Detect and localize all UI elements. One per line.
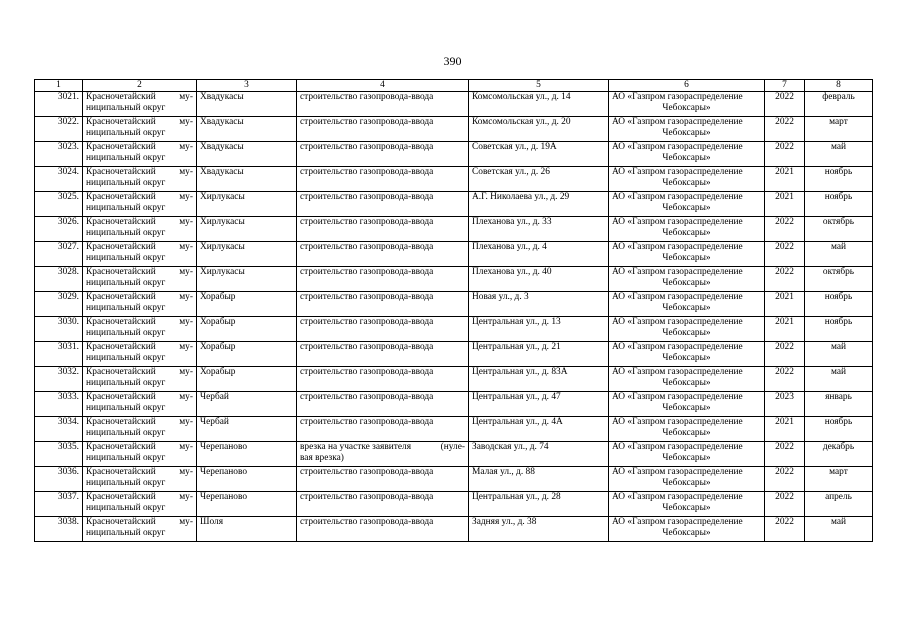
work-type-cell: строительство газопровода-ввода xyxy=(297,467,469,492)
settlement-cell: Черепаново xyxy=(197,442,297,467)
organization-cell: АО «Газпром газораспределение Чебоксары» xyxy=(609,342,765,367)
year-cell: 2022 xyxy=(765,467,805,492)
district-cell: Красночетайский му- ниципальный округ xyxy=(83,517,197,542)
work-type-cell: строительство газопровода-ввода xyxy=(297,292,469,317)
work-type-cell: строительство газопровода-ввода xyxy=(297,217,469,242)
work-type-cell: строительство газопровода-ввода xyxy=(297,167,469,192)
district-cell: Красночетайский му- ниципальный округ xyxy=(83,442,197,467)
settlement-cell: Шоля xyxy=(197,517,297,542)
month-cell: март xyxy=(805,467,873,492)
address-cell: Центральная ул., д. 28 xyxy=(469,492,609,517)
row-number: 3030. xyxy=(35,317,83,342)
address-cell: Новая ул., д. 3 xyxy=(469,292,609,317)
settlement-cell: Хирлукасы xyxy=(197,267,297,292)
row-number: 3021. xyxy=(35,92,83,117)
work-type-cell: врезка на участке заявителя (нуле- вая врезка) xyxy=(297,442,469,467)
address-cell: Комсомольская ул., д. 14 xyxy=(469,92,609,117)
organization-cell: АО «Газпром газораспределение Чебоксары» xyxy=(609,217,765,242)
settlement-cell: Хвадукасы xyxy=(197,142,297,167)
year-cell: 2022 xyxy=(765,242,805,267)
column-header: 3 xyxy=(197,80,297,92)
work-type-cell: строительство газопровода-ввода xyxy=(297,242,469,267)
row-number: 3025. xyxy=(35,192,83,217)
row-number: 3023. xyxy=(35,142,83,167)
address-cell: А.Г. Николаева ул., д. 29 xyxy=(469,192,609,217)
table-row xyxy=(35,267,873,292)
month-cell: ноябрь xyxy=(805,167,873,192)
table-row xyxy=(35,142,873,167)
month-cell: март xyxy=(805,117,873,142)
month-cell: май xyxy=(805,517,873,542)
work-type-cell: строительство газопровода-ввода xyxy=(297,192,469,217)
month-cell: ноябрь xyxy=(805,317,873,342)
settlement-cell: Хирлукасы xyxy=(197,217,297,242)
row-number: 3028. xyxy=(35,267,83,292)
organization-cell: АО «Газпром газораспределение Чебоксары» xyxy=(609,267,765,292)
row-number: 3033. xyxy=(35,392,83,417)
organization-cell: АО «Газпром газораспределение Чебоксары» xyxy=(609,92,765,117)
year-cell: 2022 xyxy=(765,517,805,542)
month-cell: май xyxy=(805,367,873,392)
table-row xyxy=(35,217,873,242)
year-cell: 2022 xyxy=(765,342,805,367)
year-cell: 2022 xyxy=(765,142,805,167)
district-cell: Красночетайский му- ниципальный округ xyxy=(83,292,197,317)
district-cell: Красночетайский му- ниципальный округ xyxy=(83,467,197,492)
month-cell: май xyxy=(805,242,873,267)
organization-cell: АО «Газпром газораспределение Чебоксары» xyxy=(609,467,765,492)
month-cell: декабрь xyxy=(805,442,873,467)
organization-cell: АО «Газпром газораспределение Чебоксары» xyxy=(609,242,765,267)
row-number: 3037. xyxy=(35,492,83,517)
district-cell: Красночетайский му- ниципальный округ xyxy=(83,492,197,517)
month-cell: ноябрь xyxy=(805,417,873,442)
row-number: 3024. xyxy=(35,167,83,192)
table-row xyxy=(35,117,873,142)
organization-cell: АО «Газпром газораспределение Чебоксары» xyxy=(609,392,765,417)
settlement-cell: Хорабыр xyxy=(197,317,297,342)
work-type-cell: строительство газопровода-ввода xyxy=(297,267,469,292)
table-row xyxy=(35,442,873,467)
district-cell: Красночетайский му- ниципальный округ xyxy=(83,267,197,292)
month-cell: февраль xyxy=(805,92,873,117)
column-header: 5 xyxy=(469,80,609,92)
settlement-cell: Хвадукасы xyxy=(197,167,297,192)
table-row xyxy=(35,367,873,392)
settlement-cell: Чербай xyxy=(197,392,297,417)
column-header: 7 xyxy=(765,80,805,92)
row-number: 3036. xyxy=(35,467,83,492)
row-number: 3038. xyxy=(35,517,83,542)
settlement-cell: Черепаново xyxy=(197,492,297,517)
work-type-cell: строительство газопровода-ввода xyxy=(297,92,469,117)
month-cell: май xyxy=(805,342,873,367)
year-cell: 2021 xyxy=(765,317,805,342)
district-cell: Красночетайский му- ниципальный округ xyxy=(83,367,197,392)
settlement-cell: Хвадукасы xyxy=(197,92,297,117)
address-cell: Центральная ул., д. 83А xyxy=(469,367,609,392)
address-cell: Центральная ул., д. 4А xyxy=(469,417,609,442)
row-number: 3035. xyxy=(35,442,83,467)
column-header: 2 xyxy=(83,80,197,92)
table-row xyxy=(35,417,873,442)
month-cell: октябрь xyxy=(805,267,873,292)
table-row xyxy=(35,167,873,192)
month-cell: январь xyxy=(805,392,873,417)
column-header: 6 xyxy=(609,80,765,92)
month-cell: ноябрь xyxy=(805,292,873,317)
organization-cell: АО «Газпром газораспределение Чебоксары» xyxy=(609,417,765,442)
row-number: 3022. xyxy=(35,117,83,142)
table-row xyxy=(35,242,873,267)
address-cell: Центральная ул., д. 21 xyxy=(469,342,609,367)
year-cell: 2022 xyxy=(765,492,805,517)
year-cell: 2022 xyxy=(765,442,805,467)
settlement-cell: Черепаново xyxy=(197,467,297,492)
organization-cell: АО «Газпром газораспределение Чебоксары» xyxy=(609,292,765,317)
registry-body xyxy=(35,92,873,542)
column-header: 4 xyxy=(297,80,469,92)
address-cell: Заводская ул., д. 74 xyxy=(469,442,609,467)
organization-cell: АО «Газпром газораспределение Чебоксары» xyxy=(609,442,765,467)
work-type-cell: строительство газопровода-ввода xyxy=(297,517,469,542)
district-cell: Красночетайский му- ниципальный округ xyxy=(83,192,197,217)
table-row xyxy=(35,492,873,517)
organization-cell: АО «Газпром газораспределение Чебоксары» xyxy=(609,317,765,342)
organization-cell: АО «Газпром газораспределение Чебоксары» xyxy=(609,492,765,517)
organization-cell: АО «Газпром газораспределение Чебоксары» xyxy=(609,167,765,192)
settlement-cell: Хорабыр xyxy=(197,292,297,317)
row-number: 3031. xyxy=(35,342,83,367)
year-cell: 2021 xyxy=(765,192,805,217)
row-number: 3026. xyxy=(35,217,83,242)
year-cell: 2022 xyxy=(765,117,805,142)
table-row xyxy=(35,317,873,342)
work-type-cell: строительство газопровода-ввода xyxy=(297,417,469,442)
row-number: 3034. xyxy=(35,417,83,442)
district-cell: Красночетайский му- ниципальный округ xyxy=(83,167,197,192)
address-cell: Малая ул., д. 88 xyxy=(469,467,609,492)
month-cell: ноябрь xyxy=(805,192,873,217)
year-cell: 2022 xyxy=(765,367,805,392)
table-row xyxy=(35,517,873,542)
column-header: 1 xyxy=(35,80,83,92)
work-type-cell: строительство газопровода-ввода xyxy=(297,117,469,142)
district-cell: Красночетайский му- ниципальный округ xyxy=(83,417,197,442)
table-row xyxy=(35,392,873,417)
settlement-cell: Хирлукасы xyxy=(197,242,297,267)
row-number: 3027. xyxy=(35,242,83,267)
registry-table xyxy=(34,79,873,542)
district-cell: Красночетайский му- ниципальный округ xyxy=(83,242,197,267)
organization-cell: АО «Газпром газораспределение Чебоксары» xyxy=(609,142,765,167)
year-cell: 2021 xyxy=(765,417,805,442)
address-cell: Центральная ул., д. 47 xyxy=(469,392,609,417)
page-number: 390 xyxy=(443,54,462,68)
district-cell: Красночетайский му- ниципальный округ xyxy=(83,142,197,167)
table-row xyxy=(35,342,873,367)
district-cell: Красночетайский му- ниципальный округ xyxy=(83,117,197,142)
address-cell: Плеханова ул., д. 33 xyxy=(469,217,609,242)
settlement-cell: Хвадукасы xyxy=(197,117,297,142)
settlement-cell: Хирлукасы xyxy=(197,192,297,217)
district-cell: Красночетайский му- ниципальный округ xyxy=(83,317,197,342)
settlement-cell: Чербай xyxy=(197,417,297,442)
address-cell: Плеханова ул., д. 4 xyxy=(469,242,609,267)
district-cell: Красночетайский му- ниципальный округ xyxy=(83,92,197,117)
settlement-cell: Хорабыр xyxy=(197,367,297,392)
organization-cell: АО «Газпром газораспределение Чебоксары» xyxy=(609,117,765,142)
organization-cell: АО «Газпром газораспределение Чебоксары» xyxy=(609,367,765,392)
address-cell: Советская ул., д. 26 xyxy=(469,167,609,192)
table-row xyxy=(35,292,873,317)
row-number: 3032. xyxy=(35,367,83,392)
work-type-cell: строительство газопровода-ввода xyxy=(297,342,469,367)
header-row xyxy=(35,80,873,92)
work-type-cell: строительство газопровода-ввода xyxy=(297,392,469,417)
year-cell: 2022 xyxy=(765,217,805,242)
work-type-cell: строительство газопровода-ввода xyxy=(297,492,469,517)
row-number: 3029. xyxy=(35,292,83,317)
district-cell: Красночетайский му- ниципальный округ xyxy=(83,217,197,242)
month-cell: апрель xyxy=(805,492,873,517)
month-cell: май xyxy=(805,142,873,167)
organization-cell: АО «Газпром газораспределение Чебоксары» xyxy=(609,517,765,542)
address-cell: Комсомольская ул., д. 20 xyxy=(469,117,609,142)
settlement-cell: Хорабыр xyxy=(197,342,297,367)
year-cell: 2021 xyxy=(765,167,805,192)
month-cell: октябрь xyxy=(805,217,873,242)
table-row xyxy=(35,92,873,117)
organization-cell: АО «Газпром газораспределение Чебоксары» xyxy=(609,192,765,217)
address-cell: Плеханова ул., д. 40 xyxy=(469,267,609,292)
district-cell: Красночетайский му- ниципальный округ xyxy=(83,392,197,417)
year-cell: 2021 xyxy=(765,292,805,317)
address-cell: Задняя ул., д. 38 xyxy=(469,517,609,542)
table-row xyxy=(35,192,873,217)
work-type-cell: строительство газопровода-ввода xyxy=(297,142,469,167)
work-type-cell: строительство газопровода-ввода xyxy=(297,367,469,392)
district-cell: Красночетайский му- ниципальный округ xyxy=(83,342,197,367)
address-cell: Советская ул., д. 19А xyxy=(469,142,609,167)
address-cell: Центральная ул., д. 13 xyxy=(469,317,609,342)
column-header: 8 xyxy=(805,80,873,92)
year-cell: 2022 xyxy=(765,92,805,117)
year-cell: 2022 xyxy=(765,267,805,292)
year-cell: 2023 xyxy=(765,392,805,417)
table-row xyxy=(35,467,873,492)
work-type-cell: строительство газопровода-ввода xyxy=(297,317,469,342)
